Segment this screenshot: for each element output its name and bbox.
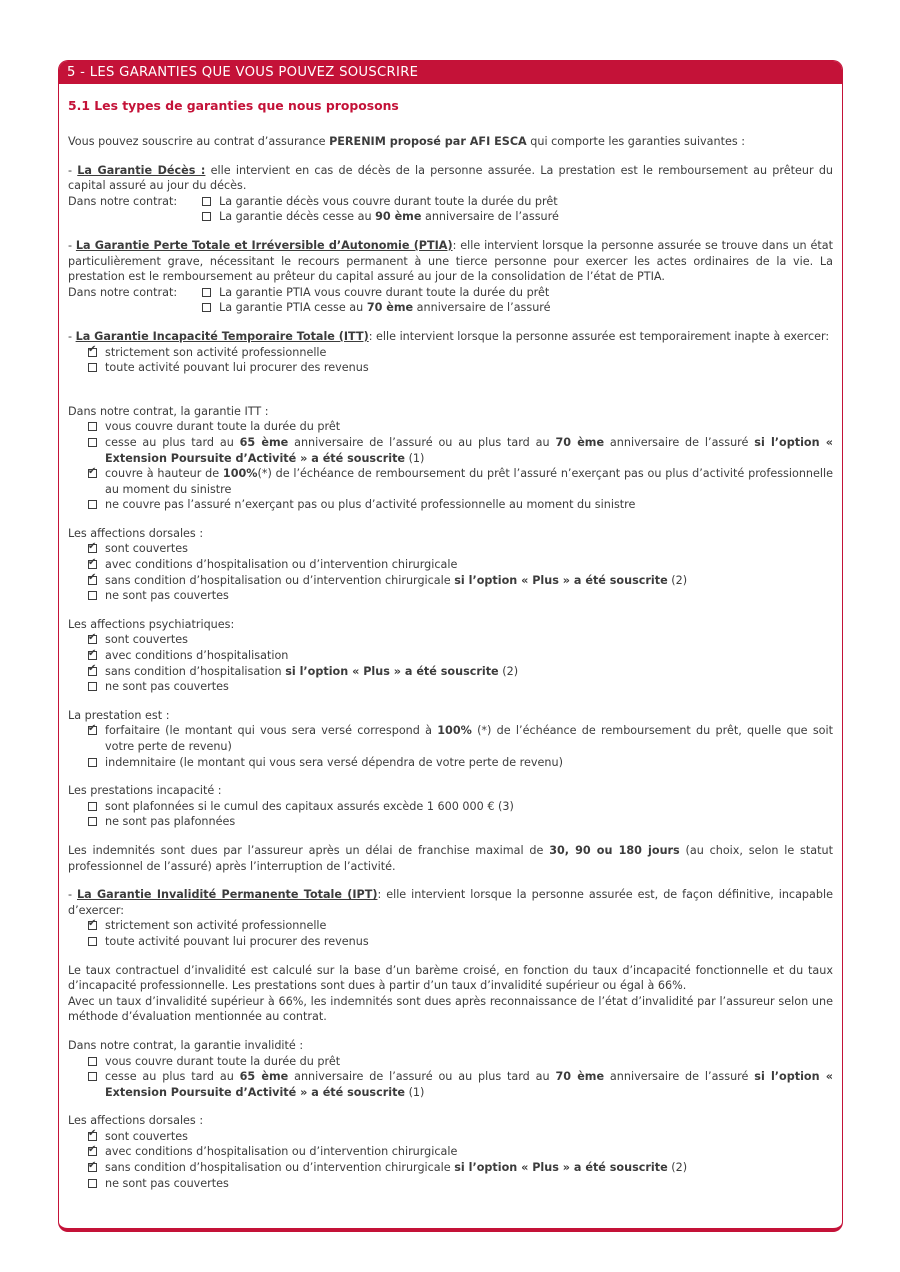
checkbox-item bbox=[88, 934, 833, 950]
text-segment: 90 ème bbox=[375, 210, 422, 224]
section-header-bar bbox=[58, 60, 843, 84]
checkbox-label bbox=[105, 466, 833, 497]
row-label: Dans notre contrat: bbox=[68, 285, 178, 299]
checkbox-label bbox=[219, 285, 833, 301]
text-segment: - bbox=[68, 888, 77, 902]
text-segment: anniversaire de l’assuré ou au plus tard au bbox=[288, 1070, 556, 1084]
text-segment: anniversaire de l’assuré bbox=[604, 1070, 755, 1084]
check-mark: ✔ bbox=[88, 344, 97, 356]
text-segment: strictement son activité professionnelle bbox=[105, 919, 327, 933]
checkbox-label bbox=[105, 541, 833, 557]
checkbox-unchecked-icon bbox=[88, 682, 97, 691]
paragraph bbox=[68, 1113, 833, 1129]
spacer bbox=[68, 513, 833, 526]
text-segment: Vous pouvez souscrire au contrat d’assurance bbox=[68, 135, 330, 148]
checkbox-unchecked-icon bbox=[88, 937, 97, 946]
checkbox-label bbox=[105, 1176, 833, 1192]
text-segment: La Garantie Décès : bbox=[77, 163, 206, 177]
checkbox-checked-icon bbox=[88, 556, 97, 569]
paragraph bbox=[68, 887, 833, 918]
checkbox-checked-icon bbox=[88, 1128, 97, 1141]
checkbox-item bbox=[88, 588, 833, 604]
text-segment: cesse au plus tard au bbox=[105, 435, 240, 449]
text-segment: indemnitaire (le montant qui vous sera versé dépendra de votre perte de revenu) bbox=[105, 755, 563, 769]
paragraph bbox=[68, 238, 833, 285]
checkbox-item bbox=[88, 497, 833, 513]
checkbox-unchecked-icon bbox=[88, 1179, 97, 1188]
text-segment: (au choix, selon le statut professionnel de l’assuré) après l’interruption de l’activité. bbox=[68, 843, 833, 873]
text-segment: : elle intervient lorsque la personne assurée est, de façon définitive, incapable d’exercer: bbox=[68, 888, 833, 917]
text-segment: anniversaire de l’assuré bbox=[604, 435, 755, 449]
text-segment: toute activité pouvant lui procurer des revenus bbox=[105, 934, 369, 948]
checkbox-item bbox=[88, 1069, 833, 1100]
paragraph bbox=[68, 963, 833, 994]
checkbox-unchecked-icon bbox=[88, 363, 97, 372]
text-segment: ne couvre pas l’assuré n’exerçant pas ou plus d’activité professionnelle au moment du sinistre bbox=[105, 498, 636, 512]
text-segment: Avec un taux d’invalidité supérieur à 66%, les indemnités sont dues après reconnaissance de l’état d’invalidité par l’assureur selon une méthode d’évaluation mentionnée au contrat. bbox=[68, 994, 833, 1024]
checkbox-checked-icon bbox=[88, 1159, 97, 1172]
checkbox-unchecked-icon bbox=[202, 197, 211, 206]
text-segment: Les prestations incapacité : bbox=[68, 784, 222, 798]
checkbox-unchecked-icon bbox=[88, 1072, 97, 1081]
checkbox-label bbox=[105, 1054, 833, 1070]
checkbox-item bbox=[88, 1054, 833, 1070]
text-segment: La garantie PTIA vous couvre durant toute la durée du prêt bbox=[219, 285, 550, 299]
checkbox-label bbox=[105, 934, 833, 950]
checkbox-label bbox=[105, 814, 833, 830]
checkbox-label bbox=[105, 679, 833, 695]
paragraph bbox=[68, 1038, 833, 1054]
text-segment: 100% bbox=[437, 724, 472, 738]
check-mark: ✔ bbox=[88, 1143, 97, 1155]
checkbox-item bbox=[88, 435, 833, 466]
paragraph bbox=[68, 329, 833, 345]
checkbox-unchecked-icon bbox=[88, 422, 97, 431]
checkbox-item bbox=[88, 1160, 833, 1176]
checkbox-checked-icon bbox=[88, 917, 97, 930]
check-mark: ✔ bbox=[88, 1128, 97, 1140]
text-segment: - bbox=[68, 163, 78, 177]
checkbox-label bbox=[105, 648, 833, 664]
checkbox-unchecked-icon bbox=[88, 591, 97, 600]
paragraph bbox=[68, 404, 833, 420]
text-segment: couvre à hauteur de bbox=[105, 467, 223, 481]
checkbox-label bbox=[105, 497, 833, 513]
row-label-spacer bbox=[68, 300, 202, 316]
text-segment: (1) bbox=[405, 1085, 425, 1099]
checkbox-label bbox=[105, 723, 833, 754]
text-segment: elle intervient en cas de décès de la personne assurée. La prestation est le remboursement au prêteur du capital assuré au jour du décès. bbox=[68, 163, 834, 193]
text-segment: (2) bbox=[498, 664, 519, 678]
spacer bbox=[68, 770, 833, 783]
check-mark: ✔ bbox=[88, 540, 97, 552]
text-segment: sont couvertes bbox=[105, 542, 188, 556]
checkbox-unchecked-icon bbox=[88, 758, 97, 767]
text-segment: La prestation est : bbox=[68, 708, 170, 722]
paragraph bbox=[68, 526, 833, 542]
text-segment: sans condition d’hospitalisation bbox=[105, 664, 286, 678]
text-segment: 65 ème bbox=[239, 435, 289, 449]
text-segment: (2) bbox=[667, 573, 688, 587]
text-segment: - bbox=[68, 238, 76, 252]
checkbox-item bbox=[88, 466, 833, 497]
checkbox-label bbox=[105, 1160, 833, 1176]
text-segment: si l’option « Plus » a été souscrite bbox=[454, 573, 668, 587]
text-segment: forfaitaire (le montant qui vous sera versé correspond à bbox=[105, 724, 438, 738]
row-label: Dans notre contrat: bbox=[68, 194, 178, 208]
text-segment: sont couvertes bbox=[105, 1129, 188, 1143]
checkbox-checked-icon bbox=[88, 540, 97, 553]
text-segment: sont plafonnées si le cumul des capitaux assurés excède 1 600 000 € (3) bbox=[105, 799, 514, 813]
checkbox-unchecked-icon bbox=[202, 303, 211, 312]
text-segment: toute activité pouvant lui procurer des revenus bbox=[105, 361, 369, 375]
checkbox-checked-icon bbox=[88, 572, 97, 585]
check-mark: ✔ bbox=[88, 722, 97, 734]
text-segment: sans condition d’hospitalisation ou d’intervention chirurgicale bbox=[105, 573, 455, 587]
checkbox-label bbox=[219, 194, 833, 210]
text-segment: : elle intervient lorsque la personne assurée se trouve dans un état particulièrement grave, nécessitant le recours permanent à une tierce personne pour exercer les actes ordinaires de la vie. La prestation est le remboursement au prêteur du capital assuré au jour de la consolidation de l’état de PTIA. bbox=[68, 238, 834, 284]
checkbox-item bbox=[88, 360, 833, 376]
spacer bbox=[68, 150, 833, 163]
text-segment: ne sont pas plafonnées bbox=[105, 815, 236, 829]
check-mark: ✔ bbox=[88, 465, 97, 477]
checkbox-unchecked-icon bbox=[88, 817, 97, 826]
checkbox-label bbox=[219, 209, 833, 225]
checkbox-unchecked-icon bbox=[202, 212, 211, 221]
spacer bbox=[68, 604, 833, 617]
spacer bbox=[68, 830, 833, 843]
checkbox-label bbox=[105, 419, 833, 435]
spacer bbox=[68, 316, 833, 329]
paragraph bbox=[68, 708, 833, 724]
text-segment: La garantie décès vous couvre durant toute la durée du prêt bbox=[219, 194, 558, 208]
text-segment: : elle intervient lorsque la personne assurée est temporairement inapte à exercer: bbox=[368, 329, 830, 343]
check-mark: ✔ bbox=[88, 556, 97, 568]
checkbox-item bbox=[88, 664, 833, 680]
checkbox-item bbox=[88, 723, 833, 754]
section-header-title: 5 - LES GARANTIES QUE VOUS POUVEZ SOUSCRIRE bbox=[67, 64, 419, 80]
text-segment: avec conditions d’hospitalisation bbox=[105, 649, 289, 663]
checkbox-label bbox=[105, 799, 833, 815]
text-segment: Les indemnités sont dues par l’assureur après un délai de franchise maximal de bbox=[68, 843, 550, 857]
label-checkbox-row bbox=[68, 209, 833, 225]
text-segment: - bbox=[68, 329, 76, 343]
checkbox-label bbox=[105, 1129, 833, 1145]
row-label-spacer bbox=[68, 209, 202, 225]
checkbox-item bbox=[88, 419, 833, 435]
checkbox-label bbox=[219, 300, 833, 316]
check-mark: ✔ bbox=[88, 647, 97, 659]
text-segment: 70 ème bbox=[555, 1070, 605, 1084]
text-segment: Le taux contractuel d’invalidité est calculé sur la base d’un barème croisé, en fonction du taux d’incapacité fonctionnelle et du taux d’incapacité professionnelle. Les prestations sont dues à partir d’un taux d’invalidité supérieur ou égal à 66%. bbox=[68, 963, 833, 993]
checkbox-label bbox=[105, 588, 833, 604]
paragraph bbox=[68, 994, 833, 1025]
spacer bbox=[68, 695, 833, 708]
checkbox-checked-icon bbox=[88, 465, 97, 478]
text-segment: PERENIM proposé par AFI ESCA bbox=[329, 135, 527, 148]
checkbox-item bbox=[88, 918, 833, 934]
checkbox-unchecked-icon bbox=[88, 802, 97, 811]
checkbox-item bbox=[88, 573, 833, 589]
document-content bbox=[68, 134, 833, 1191]
checkbox-label bbox=[105, 1144, 833, 1160]
checkbox-label bbox=[105, 345, 833, 361]
checkbox-unchecked-icon bbox=[202, 288, 211, 297]
text-segment: 100% bbox=[222, 467, 258, 481]
text-segment: (*) de l’échéance de remboursement du prêt, quelle que soit votre perte de revenu) bbox=[105, 724, 833, 753]
text-segment: sont couvertes bbox=[105, 633, 188, 647]
text-segment: La Garantie Invalidité Permanente Totale (IPT) bbox=[77, 888, 378, 902]
checkbox-unchecked-icon bbox=[88, 438, 97, 447]
text-segment: (*) de l’échéance de remboursement du prêt l’assuré n’exerçant pas ou plus d’activité professionnelle au moment du sinistre bbox=[105, 467, 833, 496]
text-segment: vous couvre durant toute la durée du prêt bbox=[105, 420, 341, 434]
text-segment: 30, 90 ou 180 jours bbox=[549, 843, 680, 857]
text-segment: (1) bbox=[405, 451, 425, 465]
text-segment: qui comporte les garanties suivantes : bbox=[526, 135, 746, 148]
text-segment: ne sont pas couvertes bbox=[105, 589, 229, 603]
garanties-panel bbox=[58, 60, 843, 1232]
checkbox-checked-icon bbox=[88, 647, 97, 660]
paragraph bbox=[68, 163, 833, 194]
spacer bbox=[68, 874, 833, 887]
text-segment: 65 ème bbox=[239, 1070, 289, 1084]
text-segment: (2) bbox=[667, 1161, 688, 1175]
checkbox-label bbox=[105, 918, 833, 934]
text-segment: La Garantie Incapacité Temporaire Totale (ITT) bbox=[75, 329, 369, 343]
text-segment: si l’option « Plus » a été souscrite bbox=[285, 664, 499, 678]
checkbox-unchecked-icon bbox=[88, 1057, 97, 1066]
checkbox-checked-icon bbox=[88, 722, 97, 735]
text-segment: Les affections dorsales : bbox=[68, 1114, 204, 1128]
text-segment: anniversaire de l’assuré bbox=[413, 301, 551, 315]
paragraph bbox=[68, 783, 833, 799]
checkbox-unchecked-icon bbox=[88, 500, 97, 509]
text-segment: si l’option « Extension Poursuite d’Activité » a été souscrite bbox=[105, 435, 834, 465]
paragraph bbox=[68, 134, 833, 150]
check-mark: ✔ bbox=[88, 631, 97, 643]
text-segment: anniversaire de l’assuré ou au plus tard au bbox=[288, 435, 556, 449]
text-segment: avec conditions d’hospitalisation ou d’intervention chirurgicale bbox=[105, 558, 458, 572]
checkbox-checked-icon bbox=[88, 344, 97, 357]
label-checkbox-row bbox=[68, 194, 833, 210]
checkbox-item bbox=[88, 1129, 833, 1145]
subsection-title: 5.1 Les types de garanties que nous proposons bbox=[68, 98, 399, 113]
checkbox-item bbox=[88, 541, 833, 557]
check-mark: ✔ bbox=[88, 663, 97, 675]
check-mark: ✔ bbox=[88, 572, 97, 584]
text-segment: Les affections psychiatriques: bbox=[68, 617, 235, 631]
text-segment: strictement son activité professionnelle bbox=[105, 345, 327, 359]
text-segment: Dans notre contrat, la garantie ITT : bbox=[68, 404, 269, 418]
checkbox-label bbox=[105, 664, 833, 680]
text-segment: cesse au plus tard au bbox=[105, 1070, 240, 1084]
checkbox-checked-icon bbox=[88, 1143, 97, 1156]
check-mark: ✔ bbox=[88, 917, 97, 929]
text-segment: La garantie décès cesse au bbox=[219, 210, 376, 224]
text-segment: La Garantie Perte Totale et Irréversible d’Autonomie (PTIA) bbox=[75, 238, 453, 252]
text-segment: si l’option « Plus » a été souscrite bbox=[454, 1161, 668, 1175]
paragraph bbox=[68, 843, 833, 874]
text-segment: sans condition d’hospitalisation ou d’intervention chirurgicale bbox=[105, 1161, 455, 1175]
checkbox-label bbox=[105, 557, 833, 573]
checkbox-item bbox=[88, 557, 833, 573]
checkbox-item bbox=[88, 799, 833, 815]
spacer bbox=[68, 376, 833, 404]
checkbox-item bbox=[88, 345, 833, 361]
spacer bbox=[68, 225, 833, 238]
text-segment: La garantie PTIA cesse au bbox=[219, 301, 367, 315]
checkbox-item bbox=[88, 814, 833, 830]
checkbox-item bbox=[88, 632, 833, 648]
text-segment: anniversaire de l’assuré bbox=[421, 210, 559, 224]
text-segment: si l’option « Extension Poursuite d’Activité » a été souscrite bbox=[105, 1070, 834, 1099]
checkbox-item bbox=[88, 648, 833, 664]
checkbox-checked-icon bbox=[88, 663, 97, 676]
checkbox-label bbox=[105, 1069, 833, 1100]
text-segment: Les affections dorsales : bbox=[68, 526, 204, 540]
spacer bbox=[68, 1100, 833, 1113]
text-segment: 70 ème bbox=[555, 435, 605, 449]
checkbox-item bbox=[88, 679, 833, 695]
label-checkbox-row bbox=[68, 285, 833, 301]
text-segment: ne sont pas couvertes bbox=[105, 1176, 229, 1190]
checkbox-label bbox=[105, 632, 833, 648]
checkbox-label bbox=[105, 755, 833, 771]
text-segment: vous couvre durant toute la durée du prêt bbox=[105, 1054, 341, 1068]
checkbox-item bbox=[88, 755, 833, 771]
panel-body bbox=[59, 84, 842, 1191]
checkbox-label bbox=[105, 573, 833, 589]
checkbox-item bbox=[88, 1144, 833, 1160]
label-checkbox-row bbox=[68, 300, 833, 316]
paragraph bbox=[68, 617, 833, 633]
text-segment: Dans notre contrat, la garantie invalidité : bbox=[68, 1038, 304, 1052]
checkbox-item bbox=[88, 1176, 833, 1192]
text-segment: ne sont pas couvertes bbox=[105, 680, 229, 694]
text-segment: 70 ème bbox=[366, 301, 414, 315]
checkbox-checked-icon bbox=[88, 631, 97, 644]
spacer bbox=[68, 1025, 833, 1038]
check-mark: ✔ bbox=[88, 1159, 97, 1171]
text-segment: avec conditions d’hospitalisation ou d’intervention chirurgicale bbox=[105, 1145, 458, 1159]
checkbox-label bbox=[105, 435, 833, 466]
checkbox-label bbox=[105, 360, 833, 376]
spacer bbox=[68, 950, 833, 963]
